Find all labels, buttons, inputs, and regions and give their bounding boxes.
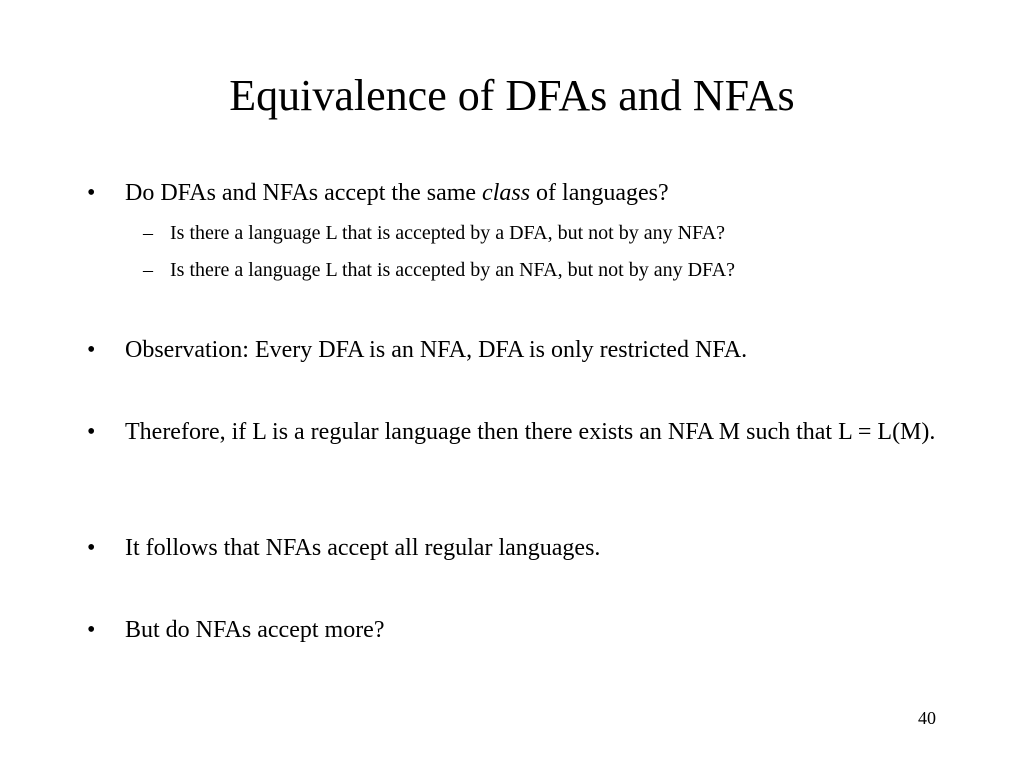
bullet-marker: • xyxy=(87,617,96,643)
slide-title: Equivalence of DFAs and NFAs xyxy=(229,71,795,120)
bullet-text xyxy=(125,175,945,211)
bullet-text-part: of languages? xyxy=(530,180,669,206)
bullet-text: Therefore, if L is a regular language then there exists an NFA M such that L = L(M). xyxy=(125,419,936,445)
bullet-marker: • xyxy=(87,180,96,206)
bullet-text-part: Do DFAs and NFAs accept the same xyxy=(125,180,483,206)
dash-marker: – xyxy=(143,222,153,244)
sub-item-text: Is there a language L that is accepted by an NFA, but not by any DFA? xyxy=(170,259,736,281)
bullet-emphasis: class xyxy=(482,180,531,206)
bullet-text: It follows that NFAs accept all regular languages. xyxy=(125,535,601,561)
bullet-text: Observation: Every DFA is an NFA, DFA is only restricted NFA. xyxy=(125,337,748,363)
sub-item-text: Is there a language L that is accepted by a DFA, but not by any NFA? xyxy=(170,222,726,244)
dash-marker: – xyxy=(143,259,153,281)
bullet-marker: • xyxy=(87,419,96,445)
page-number: 40 xyxy=(918,708,936,728)
bullet-text: But do NFAs accept more? xyxy=(125,617,385,643)
bullet-marker: • xyxy=(87,535,96,561)
bullet-marker: • xyxy=(87,337,96,363)
